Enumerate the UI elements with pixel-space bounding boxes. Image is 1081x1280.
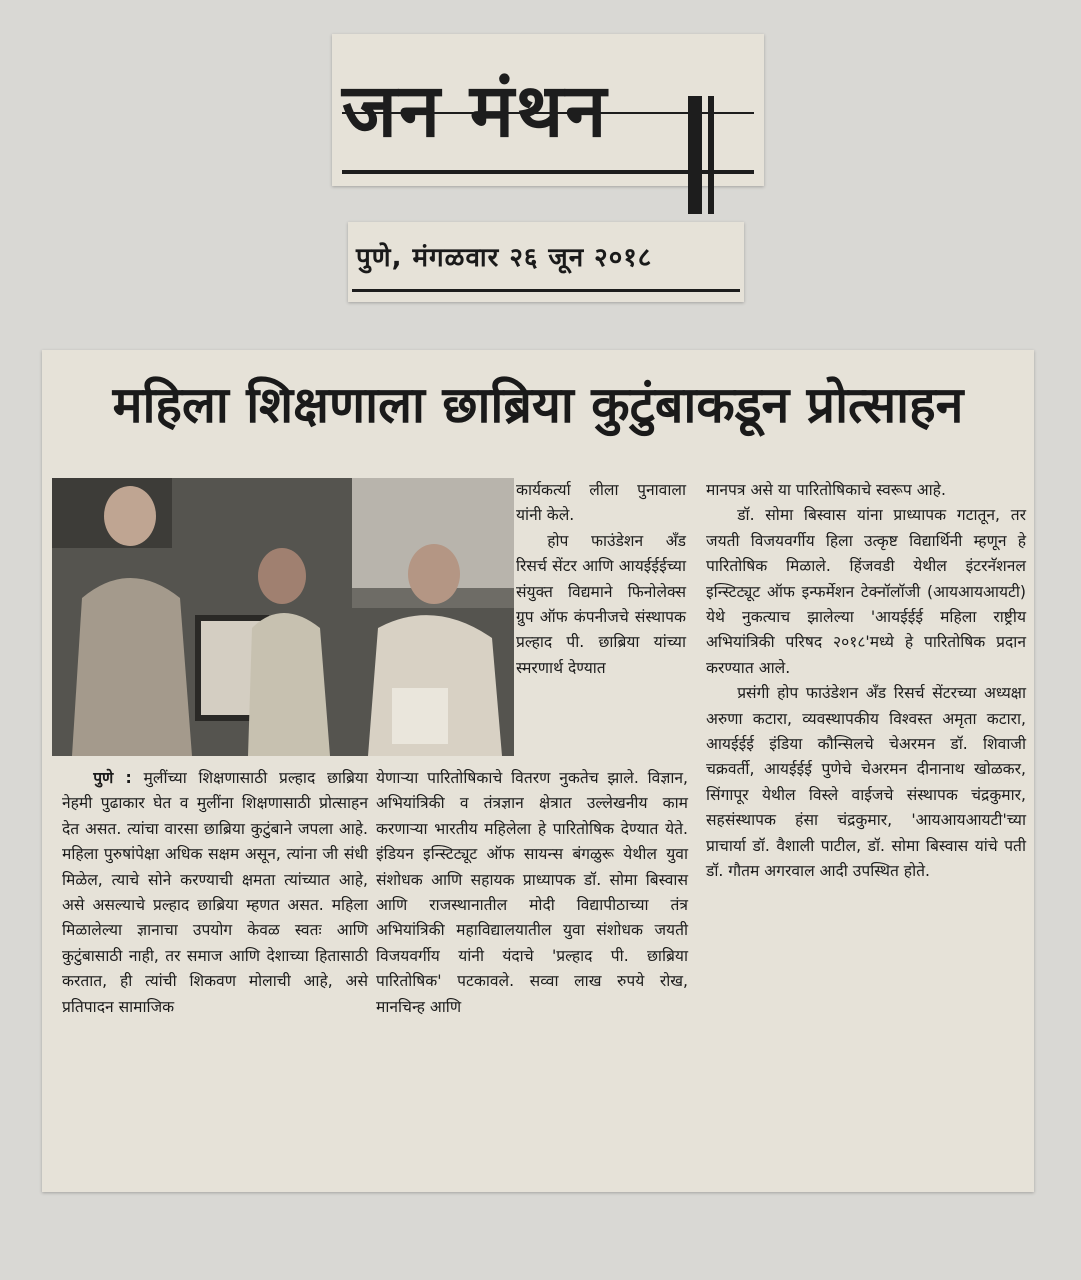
- lead-place: पुणे :: [93, 769, 132, 787]
- article-paragraph: येणाऱ्या पारितोषिकाचे वितरण नुकतेच झाले. विज्ञान, अभियांत्रिकी व तंत्रज्ञान क्षेत्रात उल्लेखनीय काम करणाऱ्या भारतीय महिलेला हे पारितोषिक देण्यात येते. इंडियन इन्स्टिट्यूट ऑफ सायन्स बंगळुरू येथील युवा संशोधक आणि सहायक प्राध्यापक डॉ. सोमा बिस्वास आणि राजस्थानातील मोदी विद्यापीठाच्या तंत्र अभियांत्रिकी महाविद्यालयातील युवा संशोधक जयती विजयवर्गीय यांनी यंदाचे 'प्रल्हाद पी. छाब्रिया पारितोषिक' पटकावले. सव्वा लाख रुपये रोख, मानचिन्ह आणि: [376, 769, 688, 1016]
- masthead-bar-thick: [688, 96, 702, 214]
- article-paragraph: होप फाउंडेशन अँड रिसर्च सेंटर आणि आयईईईच्या संयुक्त विद्यमाने फिनोलेक्स ग्रुप ऑफ कंपनीजचे संस्थापक प्रल्हाद पी. छाब्रिया यांच्या स्मरणार्थ देण्यात: [516, 531, 686, 677]
- dateline-rule: [352, 289, 740, 292]
- article-paragraph: डॉ. सोमा बिस्वास यांना प्राध्यापक गटातून, तर जयती विजयवर्गीय हिला उत्कृष्ट विद्यार्थिनी म्हणून हे पारितोषिक मिळाले. हिंजवडी येथील इंटरनॅशनल इन्स्टिट्यूट ऑफ इन्फर्मेशन टेक्नॉलॉजी (आयआयआयटी) येथे नुकत्याच झालेल्या 'आयईईई महिला राष्ट्रीय अभियांत्रिकी परिषद २०१८'मध्ये हे पारितोषिक प्रदान करण्यात आले.: [706, 506, 1026, 677]
- article-paragraph: प्रसंगी होप फाउंडेशन अँड रिसर्च सेंटरच्या अध्यक्षा अरुणा कटारा, व्यवस्थापकीय विश्वस्त अमृता कटारा, आयईईई इंडिया कौन्सिलचे चेअरमन डॉ. शिवाजी चक्रवर्ती, आयईईई पुणेचे चेअरमन दीनानाथ खोळकर, सिंगापूर येथील विस्ले वाईजचे संस्थापक चंद्रकुमार, सहसंस्थापक हंसा चंद्रकुमार, 'आयआयआयटी'च्या प्राचार्या डॉ. वैशाली पाटील, डॉ. सोमा बिस्वास यांचे पती डॉ. गौतम अगरवाल आदी उपस्थित होते.: [706, 684, 1026, 881]
- article-paragraph: मानपत्र असे या पारितोषिकाचे स्वरूप आहे.: [706, 481, 946, 499]
- dateline-text: पुणे, मंगळवार २६ जून २०१८: [356, 243, 653, 273]
- article-paragraph-lead: [62, 766, 368, 1020]
- article-column-3: [706, 478, 1026, 885]
- article-paragraph: कार्यकर्त्या लीला पुनावाला यांनी केले.: [516, 481, 686, 525]
- masthead-bar-thin: [708, 96, 714, 214]
- article-column-2-bottom: [376, 766, 688, 1020]
- photo-illustration: [52, 478, 514, 756]
- masthead-rule-bottom: [342, 170, 754, 174]
- dateline-clipping: [348, 222, 744, 302]
- lead-text: मुलींच्या शिक्षणासाठी प्रल्हाद छाब्रिया नेहमी पुढाकार घेत व मुलींना शिक्षणासाठी प्रोत्साहन देत असत. त्यांचा वारसा छाब्रिया कुटुंबाने जपला आहे. महिला पुरुषांपेक्षा अधिक सक्षम असून, त्यांना जी संधी मिळेल, त्याचे सोने करण्याची क्षमता त्यांच्यात आहे, असे असल्याचे प्रल्हाद छाब्रिया म्हणत असत. महिला मिळालेल्या ज्ञानाचा उपयोग केवळ स्वतः आणि कुटुंबासाठी नाही, तर समाज आणि देशाच्या हितासाठी करतात, ही त्यांची शिकवण मोलाची आहे, असे प्रतिपादन सामाजिक: [62, 769, 368, 1016]
- masthead-clipping: [332, 34, 764, 186]
- article-headline: महिला शिक्षणाला छाब्रिया कुटुंबाकडून प्रोत्साहन: [112, 376, 964, 434]
- masthead-title: जन मंथन: [342, 68, 609, 154]
- article-photo: [52, 478, 514, 756]
- article-column-2-top: [516, 478, 686, 681]
- article-column-1: [62, 766, 368, 1020]
- article-clipping: [42, 350, 1034, 1192]
